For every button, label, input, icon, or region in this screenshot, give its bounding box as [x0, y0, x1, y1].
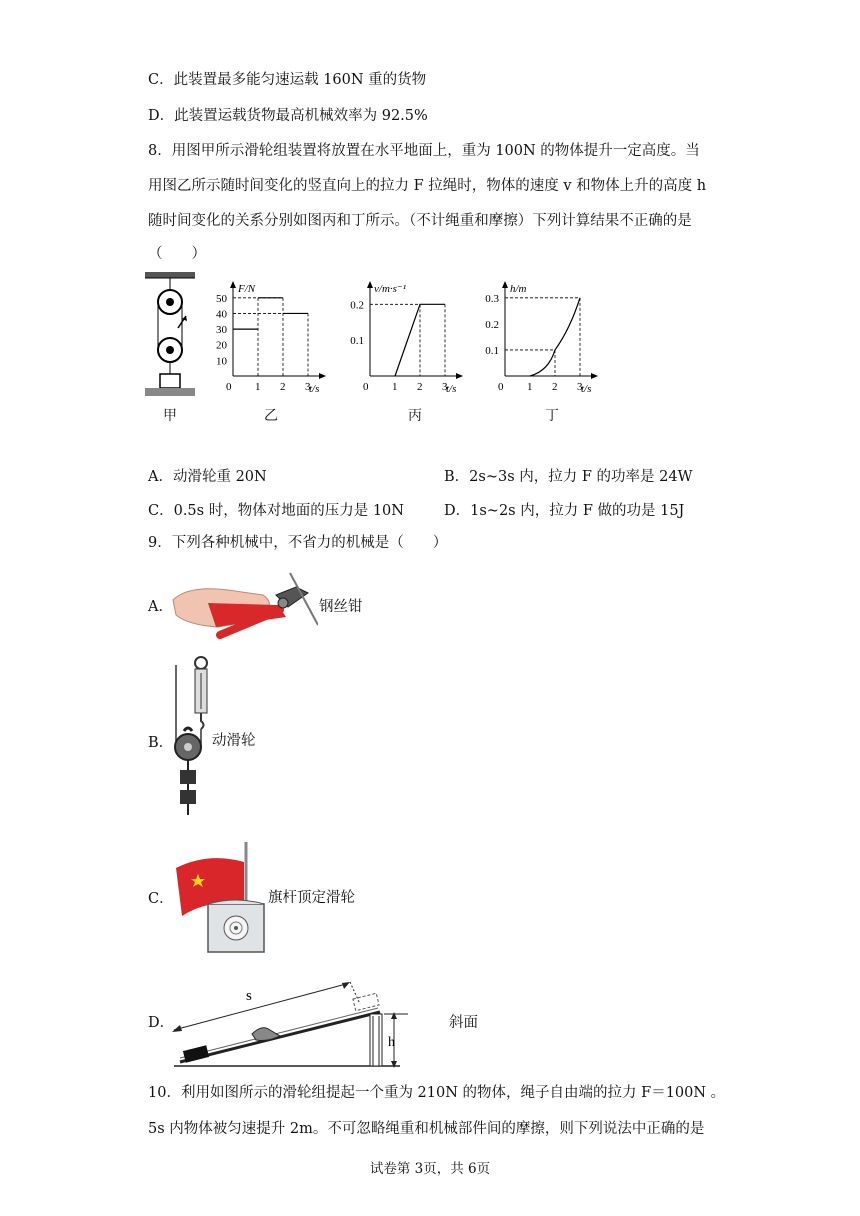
q8-stem-line-1: 8．用图甲所示滑轮组装置将放置在水平地面上，重为 100N 的物体提升一定高度。当 — [148, 143, 700, 159]
y-tick-label: 30 — [216, 324, 227, 337]
force-axis-label: F/N — [238, 283, 256, 295]
y-tick-label: 20 — [216, 339, 227, 352]
x-tick-label: 0 — [226, 381, 232, 393]
q10-stem-line-1: 10．利用如图所示的滑轮组提起一个重为 210N 的物体，绳子自由端的拉力 F＝100N 。 — [148, 1085, 726, 1101]
y-tick-label: 0.2 — [485, 318, 499, 331]
incline-s-label: s — [246, 988, 252, 1004]
y-tick-label: 50 — [216, 292, 227, 305]
force-time-chart — [205, 280, 330, 400]
q8-option-b: B．2s~3s 内，拉力 F 的功率是 24W — [444, 469, 693, 485]
incline-h-label: h — [388, 1035, 395, 1050]
y-tick-label: 40 — [216, 308, 227, 321]
y-tick-label: 0.1 — [350, 335, 364, 348]
movable-pulley-image — [168, 655, 218, 825]
q7-option-d: D．此装置运载货物最高机械效率为 92.5% — [148, 108, 428, 124]
x-tick-label: 3 — [442, 381, 448, 393]
q8-stem-line-3: 随时间变化的关系分别如图丙和丁所示。（不计绳重和摩擦）下列计算结果不正确的是 — [148, 213, 692, 229]
velocity-time-chart — [342, 280, 467, 400]
x-tick-label: 1 — [392, 381, 398, 393]
q9-option-a-label: A． — [148, 599, 173, 615]
q9-option-b-caption: 动滑轮 — [212, 733, 256, 749]
height-axis-label: h/m — [510, 283, 527, 295]
q8-stem-line-2: 用图乙所示随时间变化的竖直向上的拉力 F 拉绳时，物体的速度 v 和物体上升的高度 h — [148, 178, 707, 194]
y-tick-label: 0.2 — [350, 299, 364, 312]
caption-bing: 丙 — [408, 408, 422, 424]
q10-stem-line-2: 5s 内物体被匀速提升 2m。不可忽略绳重和机械部件间的摩擦，则下列说法中正确的是 — [148, 1121, 705, 1137]
q8-option-c: C．0.5s 时，物体对地面的压力是 10N — [148, 503, 404, 519]
pliers-image — [168, 565, 318, 645]
q9-stem: 9．下列各种机械中，不省力的机械是（ ） — [148, 535, 448, 551]
height-curve — [530, 298, 580, 376]
flagpole-pulley-image — [168, 840, 273, 955]
q9-option-c-label: C． — [148, 891, 174, 907]
q9-option-c-caption: 旗杆顶定滑轮 — [268, 890, 355, 906]
x-tick-label: 3 — [577, 381, 583, 393]
x-tick-label: 1 — [527, 381, 533, 393]
page-footer: 试卷第 3页，共 6页 — [369, 1161, 491, 1177]
x-tick-label: 0 — [498, 381, 504, 393]
q9-option-d-label: D． — [148, 1015, 175, 1031]
x-tick-label: 2 — [552, 381, 558, 393]
time-axis-label: t/s — [309, 383, 320, 395]
pulley-block-figure — [140, 270, 200, 400]
x-tick-label: 0 — [363, 381, 369, 393]
q8-stem-line-4: （ ） — [148, 246, 206, 262]
caption-jia: 甲 — [163, 408, 177, 424]
x-tick-label: 1 — [255, 381, 261, 393]
q9-option-a-caption: 钢丝钳 — [319, 599, 363, 615]
x-tick-label: 2 — [280, 381, 286, 393]
chart-axes — [230, 281, 326, 379]
q9-option-d-caption: 斜面 — [449, 1015, 478, 1031]
y-tick-label: 0.3 — [485, 292, 499, 305]
q8-option-a: A．动滑轮重 20N — [148, 469, 267, 485]
x-tick-label: 2 — [417, 381, 423, 393]
caption-ding: 丁 — [545, 408, 559, 424]
q9-option-b-label: B． — [148, 735, 174, 751]
y-tick-label: 10 — [216, 355, 227, 368]
time-axis-label: t/s — [581, 383, 592, 395]
time-axis-label: t/s — [446, 383, 457, 395]
incline-plane-image — [170, 970, 430, 1070]
x-tick-label: 3 — [305, 381, 311, 393]
y-tick-label: 0.1 — [485, 344, 499, 357]
height-time-chart — [477, 280, 602, 400]
q7-option-c: C．此装置最多能匀速运载 160N 重的货物 — [148, 72, 427, 88]
q8-option-d: D．1s~2s 内，拉力 F 做的功是 15J — [444, 503, 685, 519]
velocity-axis-label: v/m·s⁻¹ — [374, 283, 407, 295]
caption-yi: 乙 — [264, 408, 278, 424]
